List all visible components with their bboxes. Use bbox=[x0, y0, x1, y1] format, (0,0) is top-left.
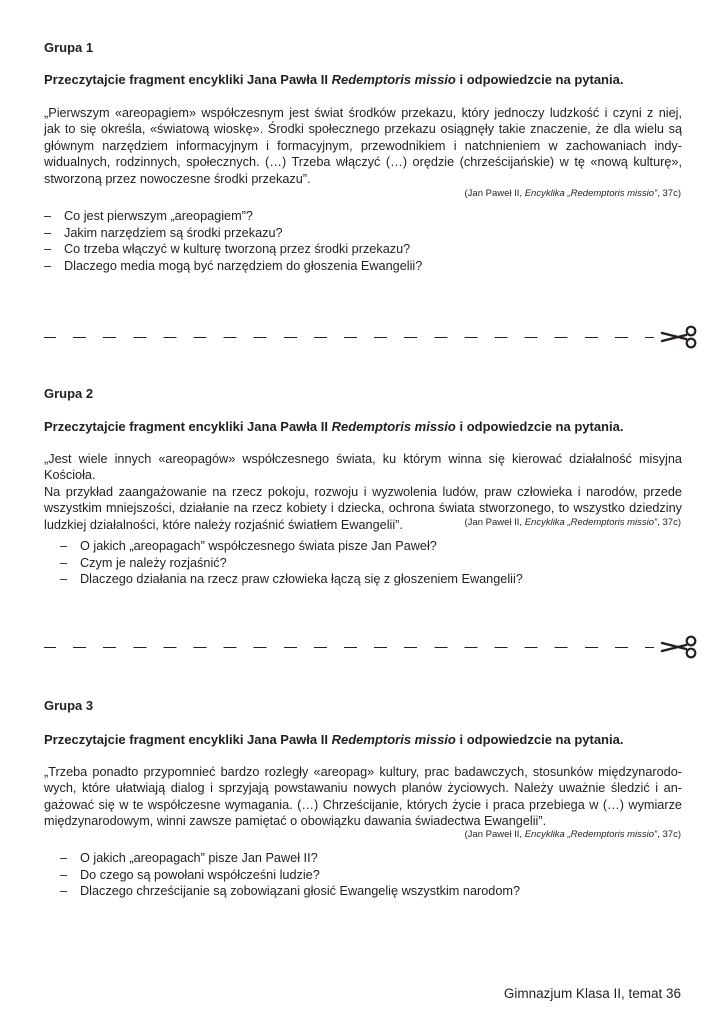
instruction-text: Przeczytajcie fragment encykliki Jana Pawła II bbox=[44, 419, 332, 434]
source-text-end: , 37c) bbox=[657, 517, 681, 528]
question-text: Dlaczego chrześcijanie są zobowiązani głosić Ewangelię wszystkim narodom? bbox=[80, 884, 521, 898]
question-text: Dlaczego działania na rzecz praw człowieka łączą się z głoszeniem Ewangelii? bbox=[80, 572, 523, 586]
group-3-instruction bbox=[44, 732, 623, 747]
instruction-text-end: i odpowiedzcie na pytania. bbox=[455, 419, 624, 434]
group-1-quote bbox=[44, 105, 682, 187]
list-item bbox=[44, 225, 422, 242]
group-2-questions bbox=[60, 538, 523, 588]
list-dash: – bbox=[60, 884, 68, 898]
quote-line: widualnych, rodzinnych, społecznych. (…) Trzeba włączyć (…) orędzie (chrześcijańskie) w tę «nową kulturę», bbox=[44, 155, 682, 170]
list-item bbox=[60, 538, 523, 555]
page-footer: Gimnazjum Klasa II, temat 36 bbox=[503, 986, 681, 1001]
source-title-italic: Encyklika „Redemptoris missio” bbox=[524, 829, 658, 840]
list-item bbox=[60, 555, 523, 572]
list-dash: – bbox=[44, 225, 52, 240]
group-1-title: Grupa 1 bbox=[44, 40, 94, 55]
quote-line: gażować się w te współczesne wymagania. (…) Chrześcijanie, których życie i praca przebiega w (…) wymiarze bbox=[44, 797, 682, 812]
group-3-questions bbox=[60, 850, 520, 900]
list-item bbox=[60, 850, 520, 867]
instruction-title-italic: Redemptoris missio bbox=[331, 732, 456, 747]
question-text: Do czego są powołani współcześni ludzie? bbox=[80, 867, 320, 882]
list-dash: – bbox=[60, 555, 68, 570]
group-1-questions bbox=[44, 208, 422, 274]
instruction-text-end: i odpowiedzcie na pytania. bbox=[455, 732, 624, 747]
quote-line: „Pierwszym «areopagiem» współczesnym jest świat środków przekazu, który jednoczy ludzkość i czyni z niej, bbox=[44, 106, 682, 120]
question-text: Jakim narzędziem są środki przekazu? bbox=[64, 225, 283, 240]
source-text-end: , 37c) bbox=[657, 829, 681, 840]
question-text: Co trzeba włączyć w kulturę tworzoną przez środki przekazu? bbox=[64, 242, 411, 256]
question-text: O jakich „areopagach” pisze Jan Paweł II? bbox=[80, 851, 318, 865]
list-dash: – bbox=[60, 539, 68, 553]
quote-line: wych, które ułatwiają dialog i sprzyjają powstawaniu nowych planów życiowych. Należy uważnie śledzić i an- bbox=[44, 781, 682, 796]
instruction-title-italic: Redemptoris missio bbox=[331, 419, 456, 434]
instruction-text-end: i odpowiedzcie na pytania. bbox=[455, 72, 624, 87]
group-1-source bbox=[465, 188, 681, 199]
group-3-quote bbox=[44, 764, 682, 830]
list-dash: – bbox=[60, 851, 68, 865]
list-dash: – bbox=[60, 572, 68, 586]
list-item bbox=[60, 867, 520, 884]
source-text: (Jan Paweł II, bbox=[464, 517, 525, 528]
group-2-source bbox=[465, 517, 681, 528]
quote-line: głównym narzędziem informacyjnym i formacyjnym, przewodnikiem i natchnieniem w zachowaniach indy- bbox=[44, 138, 682, 153]
list-dash: – bbox=[44, 242, 52, 256]
question-text: Co jest pierwszym „areopagiem”? bbox=[64, 209, 253, 223]
quote-line: ludzkiej działalności, które należy rozjaśnić światłem Ewangelii”. bbox=[44, 517, 403, 532]
instruction-text: Przeczytajcie fragment encykliki Jana Pawła II bbox=[44, 732, 332, 747]
quote-line: „Trzeba ponadto przypomnieć bardzo rozległy «areopag» kultury, prac badawczych, stosunków międzynarodo- bbox=[44, 765, 682, 779]
list-dash: – bbox=[60, 867, 68, 882]
list-item bbox=[44, 241, 422, 258]
cut-line bbox=[44, 647, 654, 648]
group-1-instruction bbox=[44, 72, 623, 87]
source-text-end: , 37c) bbox=[657, 188, 681, 199]
instruction-title-italic: Redemptoris missio bbox=[331, 72, 456, 87]
list-item bbox=[60, 883, 520, 900]
list-dash: – bbox=[44, 258, 52, 273]
cut-line bbox=[44, 337, 654, 338]
quote-line: jak to się określa, «światową wioskę». Środki społecznego przekazu osiągnęły takie znaczenie, że dla wielu są bbox=[44, 122, 682, 137]
quote-line: stworzoną przez nowoczesne środki przekazu”. bbox=[44, 171, 311, 186]
source-title-italic: Encyklika „Redemptoris missio” bbox=[524, 517, 658, 528]
source-title-italic: Encyklika „Redemptoris missio” bbox=[524, 188, 658, 199]
list-item bbox=[44, 208, 422, 225]
question-text: Dlaczego media mogą być narzędziem do głoszenia Ewangelii? bbox=[64, 258, 423, 273]
group-3-source bbox=[465, 829, 681, 840]
list-item bbox=[60, 571, 523, 588]
list-item bbox=[44, 258, 422, 275]
quote-line: Na przykład zaangażowanie na rzecz pokoju, rozwoju i wyzwolenia ludów, praw człowieka i narodów, przede bbox=[44, 484, 682, 499]
list-dash: – bbox=[44, 209, 52, 223]
group-2-instruction bbox=[44, 419, 623, 434]
source-text: (Jan Paweł II, bbox=[464, 829, 525, 840]
instruction-text: Przeczytajcie fragment encykliki Jana Pawła II bbox=[44, 72, 332, 87]
quote-line: „Jest wiele innych «areopagów» współczesnego świata, ku którym winna się kierować działalność misyjna Kościoła. bbox=[44, 452, 682, 483]
quote-line: wszystkim mniejszości, działanie na rzecz kobiety i dziecka, ochrona świata stworzonego, to wszystko dziedziny bbox=[44, 501, 682, 516]
question-text: Czym je należy rozjaśnić? bbox=[80, 555, 227, 570]
group-2-title: Grupa 2 bbox=[44, 386, 94, 401]
source-text: (Jan Paweł II, bbox=[464, 188, 525, 199]
quote-line: międzynarodowym, winni zawsze pamiętać o obowiązku dawania świadectwa Ewangelii”. bbox=[44, 814, 547, 829]
question-text: O jakich „areopagach” współczesnego świata pisze Jan Paweł? bbox=[80, 539, 437, 553]
scissors-icon bbox=[660, 634, 700, 660]
scissors-icon bbox=[660, 324, 700, 350]
group-3-title: Grupa 3 bbox=[44, 698, 94, 713]
